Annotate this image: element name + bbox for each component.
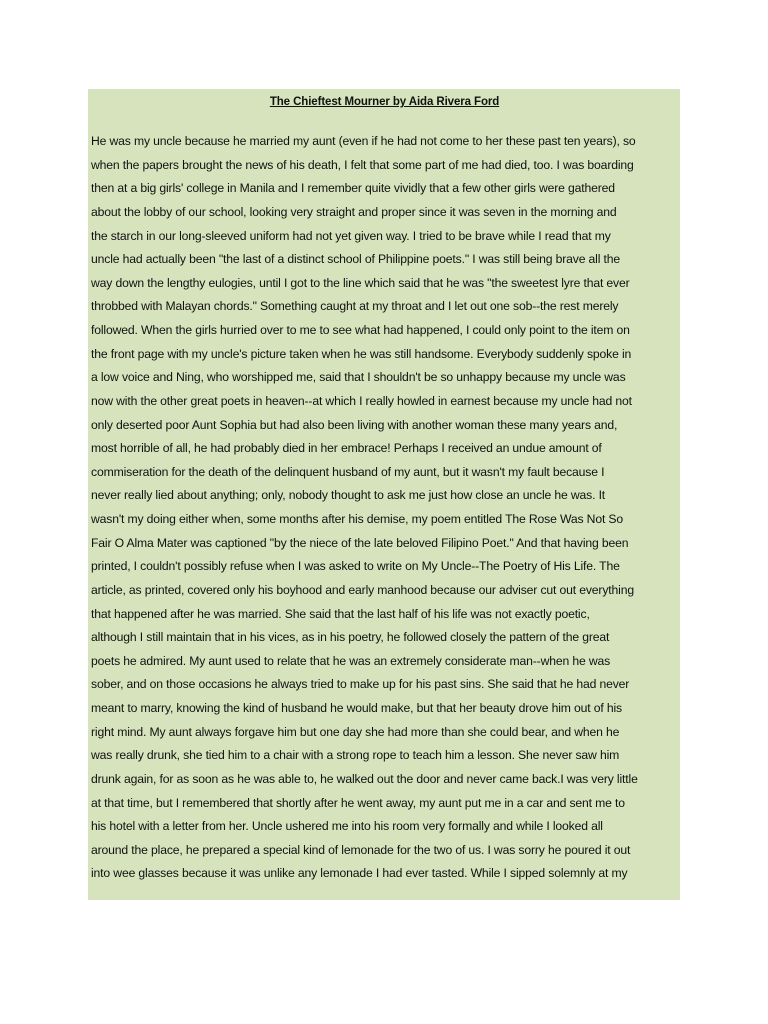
body-text-line: that happened after he was married. She said that the last half of his life was not exactly poetic, xyxy=(91,606,590,621)
body-text-line: only deserted poor Aunt Sophia but had also been living with another woman these many years and, xyxy=(91,417,618,432)
body-text-line: into wee glasses because it was unlike any lemonade I had ever tasted. While I sipped solemnly at my xyxy=(91,866,628,881)
body-text-line: commiseration for the death of the delinquent husband of my aunt, but it wasn't my fault because I xyxy=(91,464,605,479)
body-text-line: sober, and on those occasions he always tried to make up for his past sins. She said that he had never xyxy=(91,677,630,692)
body-text-line: a low voice and Ning, who worshipped me, said that I shouldn't be so unhappy because my uncle was xyxy=(91,370,626,385)
document-body xyxy=(91,130,678,886)
body-text-line: Fair O Alma Mater was captioned "by the niece of the late beloved Filipino Poet." And that having been xyxy=(91,535,629,550)
body-text-line: followed. When the girls hurried over to me to see what had happened, I could only point to the item on xyxy=(91,323,630,337)
body-text-line: right mind. My aunt always forgave him but one day she had more than she could bear, and when he xyxy=(91,724,620,739)
body-text-line: was really drunk, she tied him to a chair with a strong rope to teach him a lesson. She never saw him xyxy=(91,748,620,763)
document-page xyxy=(88,89,680,900)
document-title: The Chieftest Mourner by Aida Rivera Ford xyxy=(269,96,500,108)
body-text-line: most horrible of all, he had probably died in her embrace! Perhaps I received an undue amount of xyxy=(91,441,602,456)
body-text-line: then at a big girls' college in Manila and I remember quite vividly that a few other girls were gathered xyxy=(91,181,615,196)
body-text-line: poets he admired. My aunt used to relate that he was an extremely considerate man--when he was xyxy=(91,653,611,668)
body-text-line: the starch in our long-sleeved uniform had not yet given way. I tried to be brave while I read that my xyxy=(91,228,611,243)
body-text-line: never really lied about anything; only, nobody thought to ask me just how close an uncle he was. It xyxy=(91,488,606,503)
body-text-line: wasn't my doing either when, some months after his demise, my poem entitled The Rose Was Not So xyxy=(91,512,624,526)
body-text-line: his hotel with a letter from her. Uncle ushered me into his room very formally and while I looked all xyxy=(91,819,603,834)
body-text-line: drunk again, for as soon as he was able to, he walked out the door and never came back.I was very little xyxy=(91,771,638,786)
body-text-line: way down the lengthy eulogies, until I got to the line which said that he was "the sweetest lyre that ever xyxy=(91,275,630,290)
body-text-line: about the lobby of our school, looking very straight and proper since it was seven in the morning and xyxy=(91,204,617,219)
body-text-line: article, as printed, covered only his boyhood and early manhood because our adviser cut out everything xyxy=(91,582,634,597)
body-text-line: at that time, but I remembered that shortly after he went away, my aunt put me in a car and sent me to xyxy=(91,795,625,810)
body-text-line: now with the other great poets in heaven--at which I really howled in earnest because my uncle had not xyxy=(91,393,632,408)
body-text-line: uncle had actually been "the last of a distinct school of Philippine poets." I was still being brave all the xyxy=(91,252,621,267)
body-text-line: He was my uncle because he married my aunt (even if he had not come to her these past ten years), so xyxy=(91,134,636,148)
body-text-line: around the place, he prepared a special kind of lemonade for the two of us. I was sorry he poured it out xyxy=(91,842,631,857)
body-text-line: throbbed with Malayan chords." Something caught at my throat and I let out one sob--the rest merely xyxy=(91,299,619,314)
body-text-line: although I still maintain that in his vices, as in his poetry, he followed closely the pattern of the great xyxy=(91,630,610,645)
body-text-line: the front page with my uncle's picture taken when he was still handsome. Everybody suddenly spoke in xyxy=(91,346,632,361)
body-text-line: when the papers brought the news of his death, I felt that some part of me had died, too. I was boarding xyxy=(91,157,634,172)
body-text-line: printed, I couldn't possibly refuse when I was asked to write on My Uncle--The Poetry of His Life. The xyxy=(91,559,620,574)
body-text-line: meant to marry, knowing the kind of husband he would make, but that her beauty drove him out of his xyxy=(91,701,622,715)
